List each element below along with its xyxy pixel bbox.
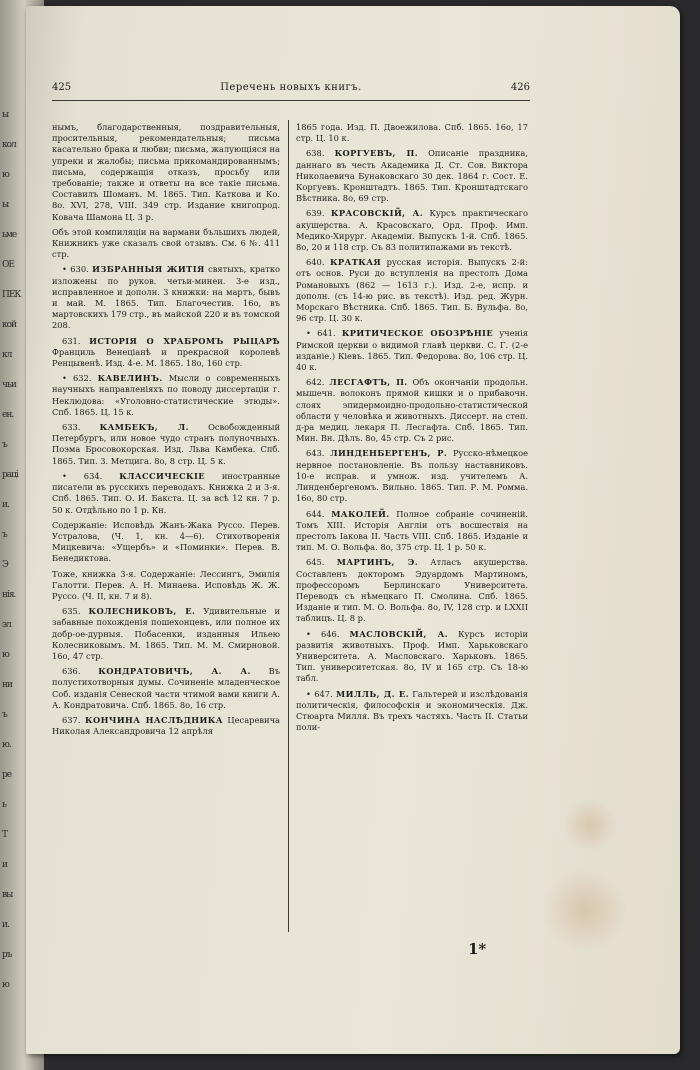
entry-author: МАРТИНЪ, Э. xyxy=(336,557,419,568)
left-page-fragment: чьи xyxy=(2,380,16,390)
entry-text: Гальтерей и изслѣдованія политическія, философскія и экономическія. Дж. Стюарта Милля. Въ трехъ частяхъ. Часть II. Статьи поли- xyxy=(296,688,528,733)
entry-number: 644. xyxy=(306,508,325,519)
column-divider xyxy=(288,120,289,932)
left-page-fragment: Т xyxy=(2,830,8,840)
left-page-fragment: вы xyxy=(2,890,13,900)
running-header xyxy=(52,80,530,101)
paper-stain xyxy=(540,870,630,950)
entry-number: • 634. xyxy=(62,470,103,481)
left-page-fragment: эл xyxy=(2,620,11,630)
left-page-fragment: ю xyxy=(2,980,9,990)
entry-text: Въ полустихотворныя думы. Сочиненіе младенческое Соб. изданія Сенеской части чтимой вами книги А. А. Кондратовича. Спб. 1865. 8о, 16 стр. xyxy=(52,666,280,710)
left-page-number: 425 xyxy=(52,82,72,93)
bibliography-entry xyxy=(296,122,528,144)
entry-text: Русско-нѣмецкое нервное постановленіе. Въ пользу наставниковъ. 10-е исправ. и умнож. изд. учителемъ А. Линденбергеномъ. Вильно. 1865. Тип. Р. М. Ромма. 16о, 80 стр. xyxy=(296,448,528,504)
entry-text: святыхъ, кратко изложены по руков. четьи-минеи. 3-е изд., исправленное и дополн. 3 книжки: на мартъ, бывъ и май. М. 1865. Тип. Благочестив. 16о, въ мартовскихъ 179 стр., въ майской 220 и въ томской 208. xyxy=(52,264,280,331)
bibliography-entry xyxy=(52,227,280,261)
bibliography-entry xyxy=(52,422,280,467)
bibliography-entry xyxy=(296,448,528,504)
left-page-fragment: ю. xyxy=(2,740,11,750)
entry-text: Франциль Венеціанѣ и прекрасной королевѣ Ренцывенѣ. Изд. 4-е. М. 1865. 18о, 160 стр. xyxy=(52,346,280,369)
right-column xyxy=(296,122,528,942)
left-page-fragment: кол xyxy=(2,140,16,150)
entry-author: КАМБЕКЪ, Л. xyxy=(99,422,189,433)
entry-author: КОНЧИНА НАСЛѢДНИКА xyxy=(85,714,223,725)
entry-author: МИЛЛЬ, Д. Е. xyxy=(336,688,409,699)
entry-text: ученія Римской церкви о видимой главѣ церкви. С. Г. (2-е изданіе.) Кіевъ. 1865. Тип. Федорова. 8о, 106 стр. Ц. 40 к. xyxy=(296,328,528,373)
entry-author: КОЛЕСНИКОВЪ, Е. xyxy=(88,606,196,617)
bibliography-entry xyxy=(296,257,528,324)
left-page-fragment: ПЕК xyxy=(2,290,21,300)
left-page-fragment: ъ xyxy=(2,710,7,720)
left-page-fragment: ен. xyxy=(2,410,14,420)
left-page-fragment: Э xyxy=(2,560,8,570)
entry-author: КРАСОВСКІЙ, А. xyxy=(330,208,423,219)
entry-number: 645. xyxy=(306,557,325,568)
entry-author: ИСТОРІЯ О ХРАБРОМЪ РЫЦАРѢ xyxy=(89,335,280,346)
entry-number: 635. xyxy=(62,606,81,617)
entry-author: КРАТКАЯ xyxy=(329,257,382,268)
entry-author: ЛИНДЕНБЕРГЕНЪ, Р. xyxy=(330,448,448,459)
left-page-fragment: ь xyxy=(2,800,6,810)
entry-number: 639. xyxy=(306,208,325,219)
entry-text: Цесаревича Николая Александровича 12 апрѣля xyxy=(52,714,280,737)
entry-text: Объ этой компиляціи на вармани бъльшихъ людей, Книжникъ уже сказалъ свой отзывъ. См. 6 №. 411 стр. xyxy=(52,226,280,260)
entry-text: Объ окончаніи продольн. мышечн. волоконъ прямой кишки и о прибавочн. слоях эпидермоидно-продольно-статистической области у человѣка и животныхъ. Диссерт. на степ. д-ра медиц. лекаря П. Лесгафта. Спб. 1865. Тип. Мин. Вн. Дѣлъ. 8о, 45 стр. Съ 2 рис. xyxy=(296,377,528,444)
left-page-fragment: ОЕ xyxy=(2,260,14,270)
entry-author: МАСЛОВСКІЙ, А. xyxy=(349,628,449,639)
entry-number: • 630. xyxy=(62,264,89,275)
left-page-fragment: кой xyxy=(2,320,17,330)
entry-text: Освобожденный Петербургъ, или новое чудо странъ полуночныхъ. Поэма Бросовокорская. Изд. Льва Камбека. Спб. 1865. Тип. 3. Метцига. 8о, 8 стр. Ц. 5 к. xyxy=(52,422,280,466)
bibliography-entry xyxy=(52,373,280,418)
left-page-fragment: ъ xyxy=(2,440,7,450)
bibliography-entry xyxy=(52,569,280,603)
entry-text: нымъ, благодарственныя, поздравительныя, просительныя, рекомендательныя; письма касательно брака и любви; письма, жалующіяся на упреки и жалобы; письма прикомандированнымъ; письма, содержащія отказъ, просьбу или требованіе; также и ответы на все такіе письма. Составилъ Шоманъ. М. 1865. Тип. Каткова и Ко. 8о. XVI, 278, VIII. 349 стр. Издание книгопрод. Ковача Шамона Ц. 3 р. xyxy=(52,122,280,222)
entry-author: МАКОЛЕЙ. xyxy=(331,508,390,519)
left-column xyxy=(52,122,280,932)
entry-number: 637. xyxy=(62,714,81,725)
left-page-fragment: нія. xyxy=(2,590,16,600)
left-page-fragment: кл xyxy=(2,350,12,360)
signature-mark: 1* xyxy=(468,940,487,958)
left-page-fragment: ы xyxy=(2,110,9,120)
entry-author: КЛАССИЧЕСКІЕ xyxy=(119,470,205,481)
entry-author: КРИТИЧЕСКОЕ ОБОЗРѢНІЕ xyxy=(341,328,494,339)
entry-number: • 632. xyxy=(62,373,92,384)
left-page-fragment: раці xyxy=(2,470,18,480)
left-page-fragment: ю xyxy=(2,650,9,660)
bibliography-entry xyxy=(296,148,528,204)
left-page-fragment: ръ xyxy=(2,950,12,960)
entry-author: КОНДРАТОВИЧЪ, А. А. xyxy=(98,666,251,677)
running-title: Перечень новыхъ книгъ. xyxy=(220,82,362,93)
paper-stain xyxy=(560,800,620,850)
entry-number: 642. xyxy=(306,377,325,388)
entry-number: 636. xyxy=(62,666,81,677)
bibliography-entry xyxy=(296,629,528,685)
bibliography-entry xyxy=(52,264,280,331)
left-page-fragment: ы xyxy=(2,200,9,210)
bibliography-entry xyxy=(52,336,280,370)
entry-text: Курсъ исторіи развитія животныхъ. Проф. Имп. Харьковскаго Университета. А. Масловскаго. Харьковъ. 1865. Тип. университетская. 8о, IV и 165 стр. Съ 18-ю табл. xyxy=(296,628,528,684)
entry-text: Удивительные и забавные похожденія пошехонцевъ, или полное их добр-ое-дурныя. Побасенки, изданныя Ильею Колесниковымъ. М. 1865. Тип. М. М. Смирновой. 16о, 47 стр. xyxy=(52,606,280,661)
entry-author: КАВЕЛИНЪ. xyxy=(97,373,163,384)
entry-text: русская исторія. Выпускъ 2-й: отъ основ. Руси до вступленія на престолъ Дома Романовыхъ (862 — 1613 г.). Изд. 2-е, испр. и дополн. (съ 14-ю рис. въ текстѣ). Изд. ред. Журн. Морскаго Вѣстника. Спб. 1865. Тип. Б. Вульфа. 8о, 96 стр. Ц. 30 к. xyxy=(296,257,528,324)
bibliography-entry xyxy=(52,606,280,662)
bibliography-entry xyxy=(52,520,280,565)
entry-number: 638. xyxy=(306,148,325,159)
left-page-fragment: ьме xyxy=(2,230,17,240)
right-page-number: 426 xyxy=(510,82,530,93)
entry-number: • 646. xyxy=(306,628,340,639)
bibliography-entry xyxy=(296,377,528,444)
bibliography-entry xyxy=(296,328,528,373)
entry-number: • 647. xyxy=(306,688,333,699)
left-page-fragment: ни xyxy=(2,680,12,690)
bibliography-entry xyxy=(296,509,528,554)
entry-text: Тоже, книжка 3-я. Содержаніе: Лессингъ, Эмилія Галотти. Перев. А. Н. Минаева. Исповѣдь Ж. Ж. Руссо. (Ч. II, кн. 7 и 8). xyxy=(52,568,280,601)
bibliography-entry xyxy=(296,557,528,624)
left-page-fragment: и xyxy=(2,860,7,870)
entry-author: ИЗБРАННЫЯ ЖИТІЯ xyxy=(92,264,205,275)
entry-text: Содержаніе: Исповѣдь Жанъ-Жака Руссо. Перев. Устралова, (Ч. 1, кн. 4—6). Стихотворенія Мицкевича: «Ущербъ» и «Поминки». Перев. В. Бенедиктова. xyxy=(52,519,280,564)
entry-number: • 641. xyxy=(306,328,336,339)
bibliography-entry xyxy=(296,208,528,253)
bibliography-entry xyxy=(52,122,280,223)
bibliography-entry xyxy=(52,666,280,711)
entry-text: 1865 года. Изд. П. Двоежилова. Спб. 1865. 16о, 17 стр. Ц. 10 к. xyxy=(296,122,528,144)
entry-text: Мысли о современныхъ научныхъ направленіяхъ по поводу диссертаціи г. Неклюдова: «Уголовно-статистические этюды». Спб. 1865. Ц. 15 к. xyxy=(52,373,280,417)
entry-text: иностранные писатели въ русскихъ переводахъ. Книжка 2 и 3-я. Спб. 1865. Тип. О. И. Бакста. Ц. за всѣ 12 кн. 7 р. 50 к. Отдѣльно по 1 р. Кн. xyxy=(52,470,280,515)
entry-author: КОРГУЕВЪ, П. xyxy=(334,148,419,159)
entry-author: ЛЕСГАФТЪ, П. xyxy=(329,377,408,388)
left-page-fragment: ю xyxy=(2,170,9,180)
left-page-fragment: и. xyxy=(2,920,9,930)
bibliography-entry xyxy=(52,471,280,516)
bibliography-entry xyxy=(296,689,528,734)
entry-number: 640. xyxy=(306,257,325,268)
entry-text: Полное собраніе сочиненій. Томъ XIII. Исторія Англіи отъ восшествія на престолъ Іакова II. Часть VIII. Спб. 1865. Изданіе и тип. М. О. Вольфа. 8о, 375 стр. Ц. 1 р. 50 к. xyxy=(296,508,528,553)
left-page-fragment: ре xyxy=(2,770,12,780)
entry-text: Описаніе праздника, даннаго въ честь Академика Д. Ст. Сов. Виктора Николаевича Бунаковскаго 30 дек. 1864 г. Сост. Е. Коргуевъ. Кронштадтъ. 1865. Тип. Кронштадтскаго Вѣстника. 8о, 69 стр. xyxy=(296,148,528,204)
entry-number: 631. xyxy=(62,335,81,346)
entry-text: Курсъ практическаго акушерства. А. Красовскаго, Орд. Проф. Имп. Медико-Хирург. Академіи. Выпускъ 1-й. Спб. 1865. 8о, 20 и 118 стр. Съ 83 политипажами въ текстѣ. xyxy=(296,208,528,253)
entry-number: 633. xyxy=(62,422,81,433)
left-page-fragment: ъ xyxy=(2,530,7,540)
entry-number: 643. xyxy=(306,448,325,459)
bibliography-entry xyxy=(52,715,280,737)
entry-text: Атласъ акушерства. Составленъ докторомъ Эдуардомъ Мартиномъ, профессоромъ Берлинскаго Университета. Переводъ съ нѣмецкаго П. Смолина. Спб. 1865. Изданіе и тип. М. О. Вольфа. 8о, IV, 128 стр. и LXXII таблицъ. Ц. 8 р. xyxy=(296,557,528,624)
left-page-fragment: и. xyxy=(2,500,9,510)
